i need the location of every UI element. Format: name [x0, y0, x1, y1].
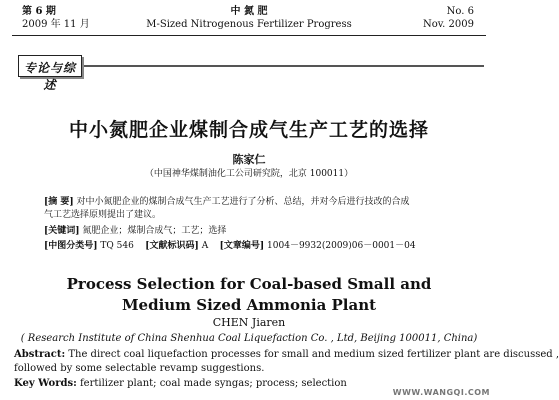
header-date-en: Nov. 2009	[422, 19, 474, 30]
affiliation-cn: （中国神华煤制油化工公司研究院，北京 100011）	[144, 169, 354, 179]
affiliation-en: ( Research Institute of China Shenhua Coal Liquefaction Co. , Ltd, Beijing 100011, China)	[20, 333, 478, 344]
clc-value: TQ 546	[100, 241, 134, 251]
keywords-en-text: fertilizer plant; coal made syngas; process; selection	[76, 378, 347, 389]
abstract-cn-label: [摘 要]	[44, 197, 74, 207]
keywords-cn-label: [关键词]	[44, 226, 80, 236]
keywords-cn	[44, 225, 226, 237]
abstract-cn-text2: 气工艺选择原则提出了建议。	[44, 210, 162, 220]
header-issue-cn: 第 6 期	[22, 6, 56, 17]
keywords-cn-text: 氮肥企业；煤制合成气；工艺；选择	[82, 226, 227, 236]
abstract-cn-text1: 对中小氮肥企业的煤制合成气生产工艺进行了分析、总结，并对今后进行技改的合成	[76, 197, 410, 207]
paper-title-cn: 中小氮肥企业煤制合成气生产工艺的选择	[68, 119, 429, 141]
paper-title-en-line2: Medium Sized Ammonia Plant	[121, 296, 377, 314]
header-journal-en: M-Sized Nitrogenous Fertilizer Progress	[146, 19, 352, 30]
abstract-cn-line1	[44, 196, 410, 208]
abstract-en-line1	[14, 349, 559, 360]
site-watermark: WWW.WANGQI.COM	[392, 388, 490, 397]
keywords-en-label: Key Words:	[14, 378, 77, 389]
doc-code-value: A	[201, 241, 209, 251]
article-no-label: [文章编号]	[219, 241, 265, 251]
section-banner	[18, 55, 82, 92]
abstract-en-text2: followed by some selectable revamp suggestions.	[14, 363, 265, 374]
paper-title-en-line1: Process Selection for Coal-based Small and	[66, 275, 432, 293]
clc-label: [中图分类号]	[44, 241, 98, 251]
header-issue-en: No. 6	[446, 6, 474, 17]
doc-code-label: [文献标识码]	[145, 241, 199, 251]
header-journal-cn: 中 氮 肥	[230, 6, 268, 17]
author-cn: 陈家仁	[232, 153, 266, 166]
section-rule	[84, 65, 484, 67]
article-no-value: 1004－9932(2009)06－0001－04	[267, 241, 416, 251]
section-banner-label: 专论与综述	[23, 61, 76, 92]
keywords-en	[14, 378, 347, 389]
header-rule	[12, 35, 486, 36]
header-date-cn: 2009 年 11 月	[22, 19, 90, 30]
classification-line	[44, 240, 416, 252]
author-en: CHEN Jiaren	[212, 316, 286, 329]
abstract-en-label: Abstract:	[14, 349, 66, 360]
abstract-en-text1: The direct coal liquefaction processes for small and medium sized fertilizer plant are discussed ,	[65, 349, 559, 360]
